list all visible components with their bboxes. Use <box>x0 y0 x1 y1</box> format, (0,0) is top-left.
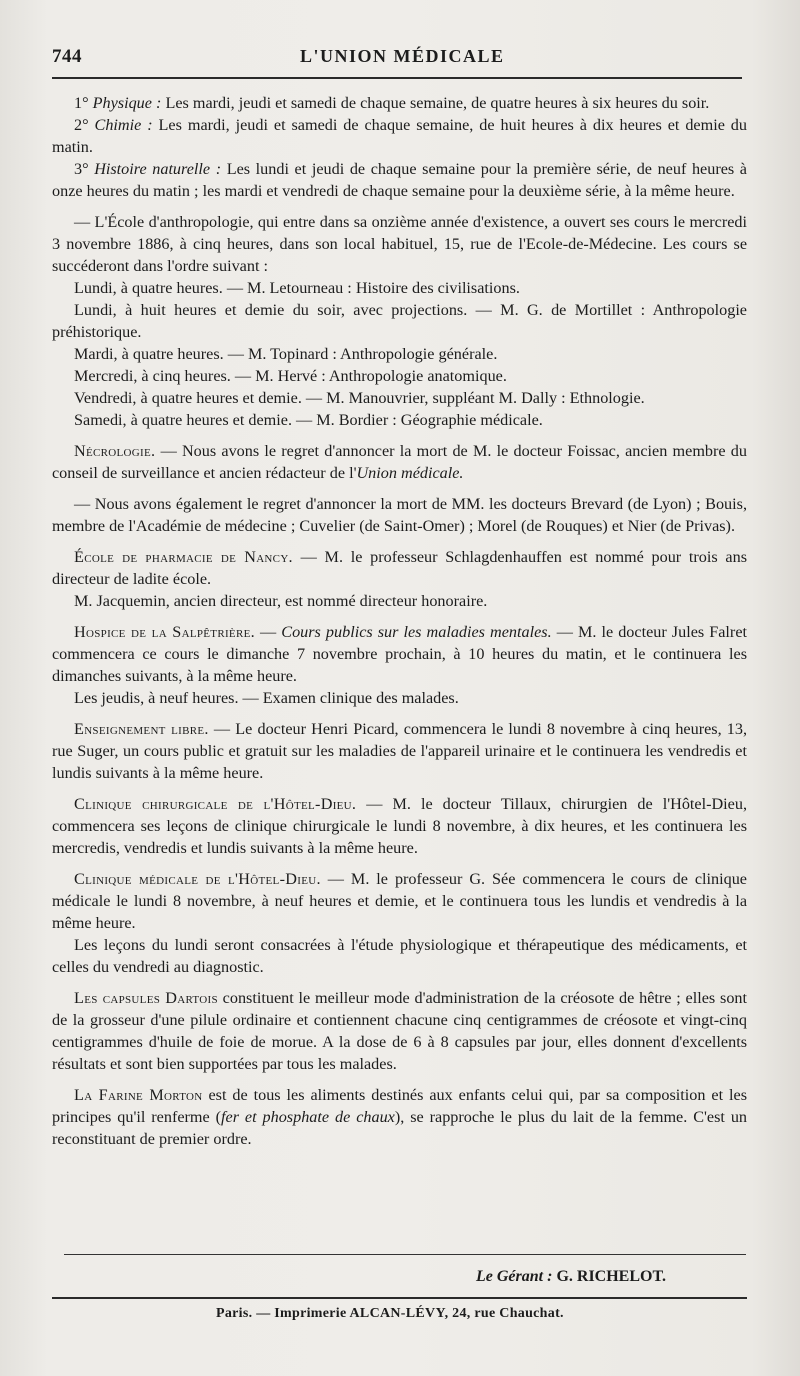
paragraph-lead-sc: La Farine Morton <box>74 1086 203 1104</box>
paragraph-lead-italic: Histoire naturelle : <box>94 160 222 178</box>
paragraph-text: Les jeudis, à neuf heures. — Examen clinique des malades. <box>74 689 459 707</box>
paragraph-text: — Le docteur Henri Picard, commencera le lundi 8 novembre à cinq heures, 13, rue Suger, un cours public et gratuit sur les maladies de l'appareil urinaire et le continuera les vendredis et lundis suivants à la même heure. <box>52 720 747 782</box>
paragraph-text: Les mardi, jeudi et samedi de chaque semaine, de huit heures à dix heures et demie du matin. <box>52 116 747 156</box>
paragraph <box>52 343 747 365</box>
paragraph <box>52 299 747 343</box>
paragraph <box>52 365 747 387</box>
paragraph <box>52 621 747 687</box>
paragraph-text: — M. le professeur Schlagdenhauffen est nommé pour trois ans directeur de ladite école. <box>52 548 747 588</box>
paragraph-mid-italic: Cours publics sur les maladies mentales. <box>281 623 552 641</box>
paragraph-text: — M. le professeur G. Sée commencera le cours de clinique médicale le lundi 8 novembre, à neuf heures et demie, et le continuera tous les lundis et vendredis à la même heure. <box>52 870 747 932</box>
printer-imprint: Paris. — Imprimerie ALCAN-LÉVY, 24, rue Chauchat. <box>216 1306 564 1321</box>
paragraph-text: Mercredi, à cinq heures. — M. Hervé : Anthropologie anatomique. <box>74 367 507 385</box>
paragraph-text: — L'École d'anthropologie, qui entre dans sa onzième année d'existence, a ouvert ses cours le mercredi 3 novembre 1886, à cinq heures, dans son local habituel, 15, rue de l'Ecole-de-Médecine. Les cours se succéderont dans l'ordre suivant : <box>52 213 747 275</box>
paragraph-text: — Nous avons également le regret d'annoncer la mort de MM. les docteurs Brevard (de Lyon) ; Bouis, membre de l'Académie de médecine ; Cuvelier (de Saint-Omer) ; Morel (de Rouques) et Nier (de Privas). <box>52 495 747 535</box>
paragraph-lead-sc: Nécrologie. <box>74 442 156 460</box>
paragraph <box>52 440 747 484</box>
paragraph <box>52 92 747 114</box>
paragraph-text: — M. le docteur Tillaux, chirurgien de l'Hôtel-Dieu, commencera ses leçons de clinique chirurgicale le lundi 8 novembre, à dix heures, et les continuera les mercredis, vendredis et lundis suivants à la même heure. <box>52 795 747 857</box>
paragraph <box>52 387 747 409</box>
paragraph-lead-italic: Physique : <box>92 94 162 112</box>
paragraph <box>52 493 747 537</box>
paragraph-text: est de tous les aliments destinés aux enfants celui qui, par sa composition et les principes qu'il renferme ( <box>52 1086 747 1126</box>
page-number: 744 <box>52 46 82 67</box>
paragraph <box>52 868 747 934</box>
paragraph-mid-italic: fer et phosphate de chaux <box>221 1108 395 1126</box>
gerant-name: G. RICHELOT. <box>552 1268 666 1285</box>
paragraph <box>52 114 747 158</box>
running-title: L'UNION MÉDICALE <box>300 46 505 66</box>
paragraph <box>52 718 747 784</box>
paragraph <box>52 987 747 1075</box>
paragraph-lead-sc: École de pharmacie de Nancy. <box>74 548 293 566</box>
paragraph <box>52 211 747 277</box>
paragraph-text2: ), se rapproche le plus du lait de la femme. C'est un reconstituant de premier ordre. <box>52 1108 748 1148</box>
paragraph-tail-italic: Union médicale. <box>356 464 464 482</box>
paragraph-text: Vendredi, à quatre heures et demie. — M. Manouvrier, suppléant M. Dally : Ethnologie. <box>74 389 645 407</box>
paragraph-text: — Nous avons le regret d'annoncer la mort de M. le docteur Foissac, ancien membre du conseil de surveillance et ancien rédacteur de l' <box>52 442 747 482</box>
header-rule <box>52 77 742 79</box>
footer-rule <box>64 1254 746 1255</box>
paragraph-text: M. Jacquemin, ancien directeur, est nommé directeur honoraire. <box>74 592 488 610</box>
paragraph-text: Samedi, à quatre heures et demie. — M. Bordier : Géographie médicale. <box>74 411 543 429</box>
paragraph <box>52 546 747 590</box>
paragraph-lead: 2° <box>74 116 95 134</box>
paragraph-lead: 1° <box>74 94 93 112</box>
paragraph <box>52 409 747 431</box>
paragraph-text2: — M. le docteur Jules Falret commencera ce cours le dimanche 7 novembre prochain, à 10 heures du matin, et le continuera les dimanches suivants, à la même heure. <box>52 623 747 685</box>
paragraph <box>52 1084 747 1150</box>
gerant-signature <box>476 1268 666 1286</box>
paragraph <box>52 277 747 299</box>
paragraph <box>52 158 747 202</box>
gerant-label: Le Gérant : <box>476 1268 553 1285</box>
paragraph-lead-sc: Enseignement libre. <box>74 720 209 738</box>
paragraph-lead-italic: Chimie : <box>94 116 153 134</box>
paragraph <box>52 793 747 859</box>
paragraph <box>52 590 747 612</box>
paragraph <box>52 934 747 978</box>
article-body <box>52 92 747 1150</box>
paragraph-text: Lundi, à quatre heures. — M. Letourneau : Histoire des civilisations. <box>74 279 520 297</box>
paragraph-text: Les lundi et jeudi de chaque semaine pour la première série, de neuf heures à onze heures du matin ; les mardi et vendredi de chaque semaine pour la deuxième série, à la même heure. <box>52 160 747 200</box>
imprint-rule <box>52 1297 747 1299</box>
paragraph-lead-sc: Clinique médicale de l'Hôtel-Dieu. <box>74 870 321 888</box>
paragraph-lead-sc: Clinique chirurgicale de l'Hôtel-Dieu. <box>74 795 357 813</box>
paragraph-text: — <box>254 623 282 641</box>
paragraph-lead-sc: Hospice de la Salpêtrière. <box>74 623 255 641</box>
page-header <box>52 46 742 74</box>
paragraph-lead-sc: Les capsules Dartois <box>74 989 218 1007</box>
paragraph-lead: 3° <box>74 160 95 178</box>
paragraph <box>52 687 747 709</box>
paragraph-text: Lundi, à huit heures et demie du soir, avec projections. — M. G. de Mortillet : Anthropologie préhistorique. <box>52 301 747 341</box>
paragraph-text: constituent le meilleur mode d'administration de la créosote de hêtre ; elles sont de la grosseur d'une pilule ordinaire et contiennent chacune cinq centigrammes de créosote et vingt-cinq centigrammes d'huile de foie de morue. A la dose de 6 à 8 capsules par jour, elles donnent d'excellents résultats et sont bien supportées par tous les malades. <box>52 989 748 1073</box>
paragraph-text: Les leçons du lundi seront consacrées à l'étude physiologique et thérapeutique des médicaments, et celles du vendredi au diagnostic. <box>52 936 747 976</box>
paragraph-text: Les mardi, jeudi et samedi de chaque semaine, de quatre heures à six heures du soir. <box>161 94 710 112</box>
paragraph-text: Mardi, à quatre heures. — M. Topinard : Anthropologie générale. <box>74 345 498 363</box>
